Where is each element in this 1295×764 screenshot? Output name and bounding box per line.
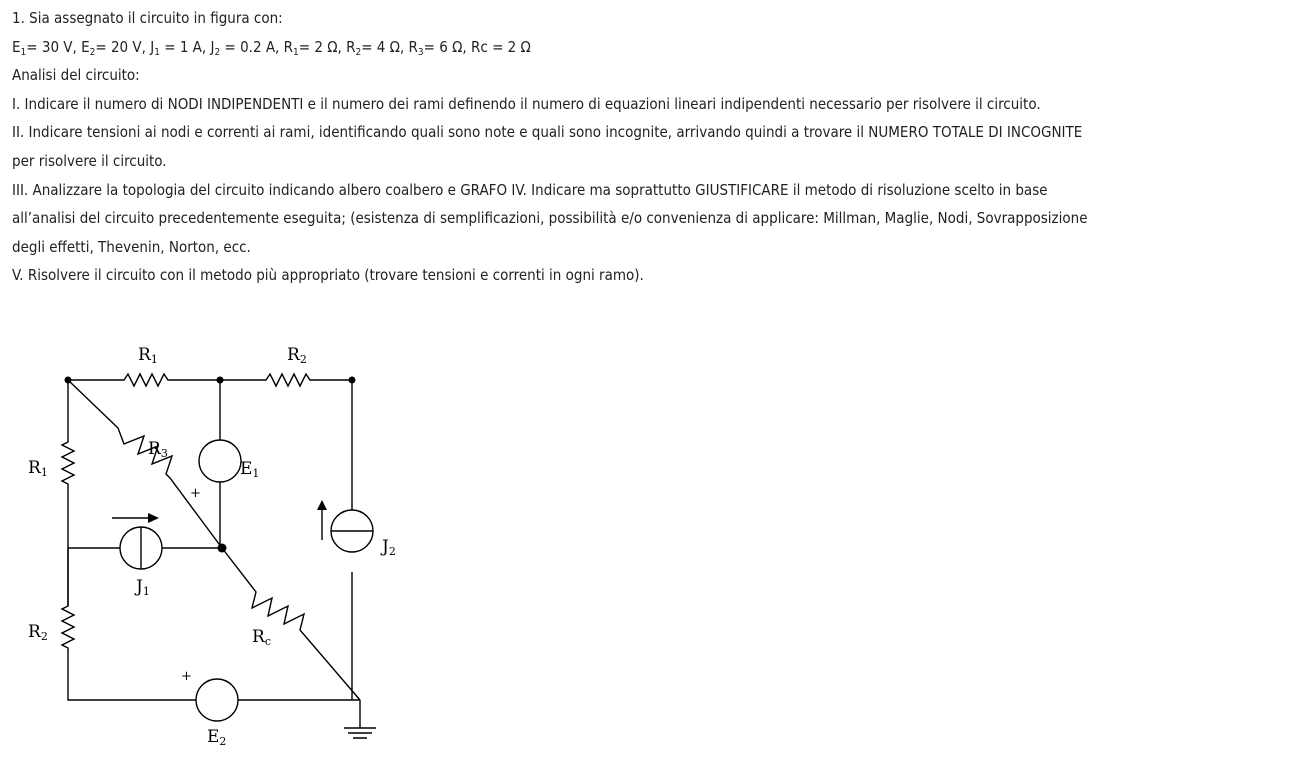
- label-r1-left: R1: [28, 458, 48, 479]
- plus-e2: +: [181, 669, 192, 684]
- label-j2: J2: [382, 537, 396, 558]
- value-r3: $R_3= 6$ Ω,: [408, 37, 471, 58]
- source-e2: [196, 679, 238, 721]
- source-e1: [199, 440, 241, 482]
- item-1: I. Indicare il numero di NODI INDIPENDENTI e il numero dei rami definendo il numero di equazioni lineari indipendenti necessario per risolvere il circuito.: [12, 94, 1041, 113]
- ground-icon: [344, 700, 376, 738]
- analysis-title: Analisi del circuito:: [12, 66, 140, 85]
- j2-arrow-head: [317, 500, 327, 510]
- value-j1: $J_1 = 1$ A,: [150, 37, 211, 58]
- node-top-middle: [217, 377, 224, 384]
- value-r1: $R_1= 2$ Ω,: [283, 37, 347, 58]
- wire-left-r2: [62, 548, 196, 700]
- wire-diagonal-rc: [222, 548, 360, 700]
- item-3-line-1: III. Analizzare la topologia del circuito indicando albero coalbero e GRAFO IV. Indicare ma soprattutto GIUSTIFICARE il metodo di risoluzione scelto in base: [12, 180, 1048, 199]
- item-5: V. Risolvere il circuito con il metodo più appropriato (trovare tensioni e correnti in ogni ramo).: [12, 266, 644, 285]
- item-3-line-3: degli effetti, Thevenin, Norton, ecc.: [12, 237, 251, 256]
- item-2-line-2: per risolvere il circuito.: [12, 151, 167, 170]
- label-e2: E2: [207, 727, 227, 748]
- label-r3: R3: [148, 439, 168, 460]
- wire-top-r2: [218, 374, 352, 386]
- wire-top-r1: [68, 374, 218, 386]
- node-center: [218, 544, 227, 553]
- plus-e1: +: [190, 486, 201, 501]
- value-j2: $J_2 = 0.2$ A,: [210, 37, 284, 58]
- intro-line: 1. Sia assegnato il circuito in figura con:: [12, 9, 283, 27]
- values-line: [12, 33, 1282, 62]
- label-r2-left: R2: [28, 622, 48, 643]
- node-top-left: [65, 377, 72, 384]
- circuit-diagram: [0, 300, 480, 764]
- item-3-line-2: all’analisi del circuito precedentemente eseguita; (esistenza di semplificazioni, possibilità e/o convenienza di applicare: Millman, Maglie, Nodi, Sovrapposizione: [12, 209, 1088, 228]
- label-r2-top: R2: [287, 345, 307, 366]
- label-rc: Rc: [252, 627, 271, 648]
- problem-text: [12, 4, 1282, 290]
- value-r2: $R_2= 4$ Ω,: [346, 37, 409, 58]
- j1-arrow-head: [148, 513, 159, 523]
- value-rc: Rc = 2 Ω: [470, 37, 531, 56]
- value-e1: $E_1= 30$ V,: [12, 37, 82, 58]
- node-top-right: [349, 377, 356, 384]
- value-e2: $E_2= 20$ V,: [81, 37, 151, 58]
- label-j1: J1: [136, 577, 150, 598]
- label-r1-top: R1: [138, 345, 158, 366]
- item-2-line-1: II. Indicare tensioni ai nodi e correnti ai rami, identificando quali sono note e quali sono incognite, arrivando quindi a trovare il NUMERO TOTALE DI INCOGNITE: [12, 123, 1083, 142]
- label-e1: E1: [240, 459, 260, 480]
